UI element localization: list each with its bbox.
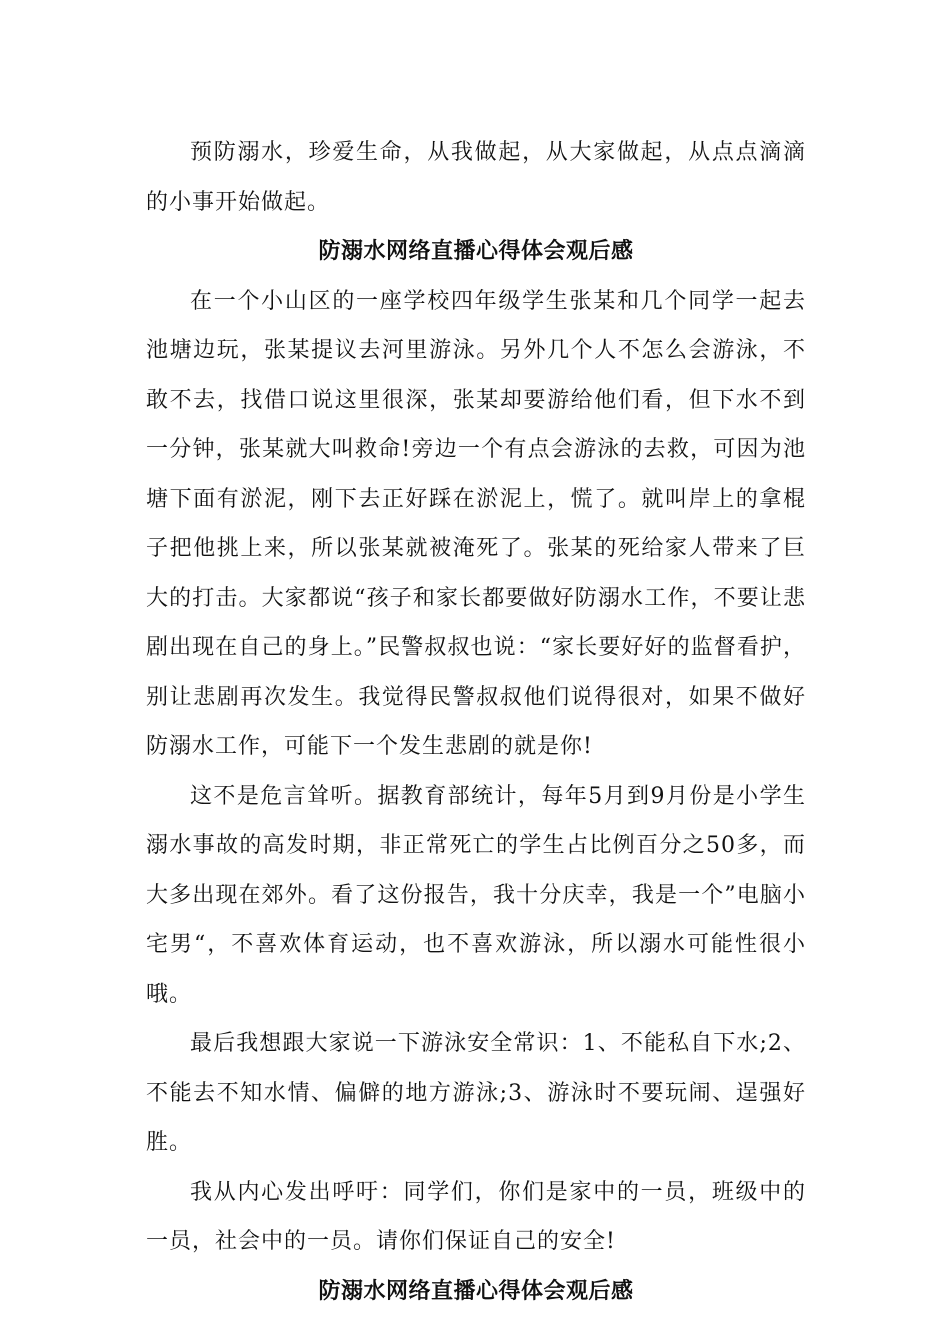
document-body bbox=[146, 128, 806, 1316]
next-section-title: 防溺水网络直播心得体会观后感 bbox=[318, 1277, 634, 1304]
safety-tips-paragraph: 最后我想跟大家说一下游泳安全常识：1、不能私自下水;2、不能去不知水情、偏僻的地方游泳;3、游泳时不要玩闹、逞强好胜。 bbox=[146, 1031, 806, 1155]
intro-paragraph: 预防溺水，珍爱生命，从我做起，从大家做起，从点点滴滴的小事开始做起。 bbox=[146, 140, 806, 215]
section-title: 防溺水网络直播心得体会观后感 bbox=[318, 238, 634, 264]
story-paragraph: 在一个小山区的一座学校四年级学生张某和几个同学一起去池塘边玩，张某提议去河里游泳。另外几个人不怎么会游泳，不敢不去，找借口说这里很深，张某却要游给他们看，但下水不到一分钟，张某就大叫救命!旁边一个有点会游泳的去救，可因为池塘下面有淤泥，刚下去正好踩在淤泥上，慌了。就叫岸上的拿棍子把他挑上来，所以张某就被淹死了。张某的死给家人带来了巨大的打击。大家都说“孩子和家长都要做好防溺水工作，不要让悲剧出现在自己的身上。”民警叔叔也说：“家长要好好的监督看护，别让悲剧再次发生。我觉得民警叔叔他们说得很对，如果不做好防溺水工作，可能下一个发生悲剧的就是你! bbox=[146, 288, 806, 759]
statistics-paragraph: 这不是危言耸听。据教育部统计，每年5月到9月份是小学生溺水事故的高发时期，非正常死亡的学生占比例百分之50多，而大多出现在郊外。看了这份报告，我十分庆幸，我是一个”电脑小宅男“，不喜欢体育运动，也不喜欢游泳，所以溺水可能性很小哦。 bbox=[146, 783, 806, 1007]
appeal-paragraph: 我从内心发出呼吁：同学们，你们是家中的一员，班级中的一员，社会中的一员。请你们保证自己的安全! bbox=[146, 1179, 806, 1254]
